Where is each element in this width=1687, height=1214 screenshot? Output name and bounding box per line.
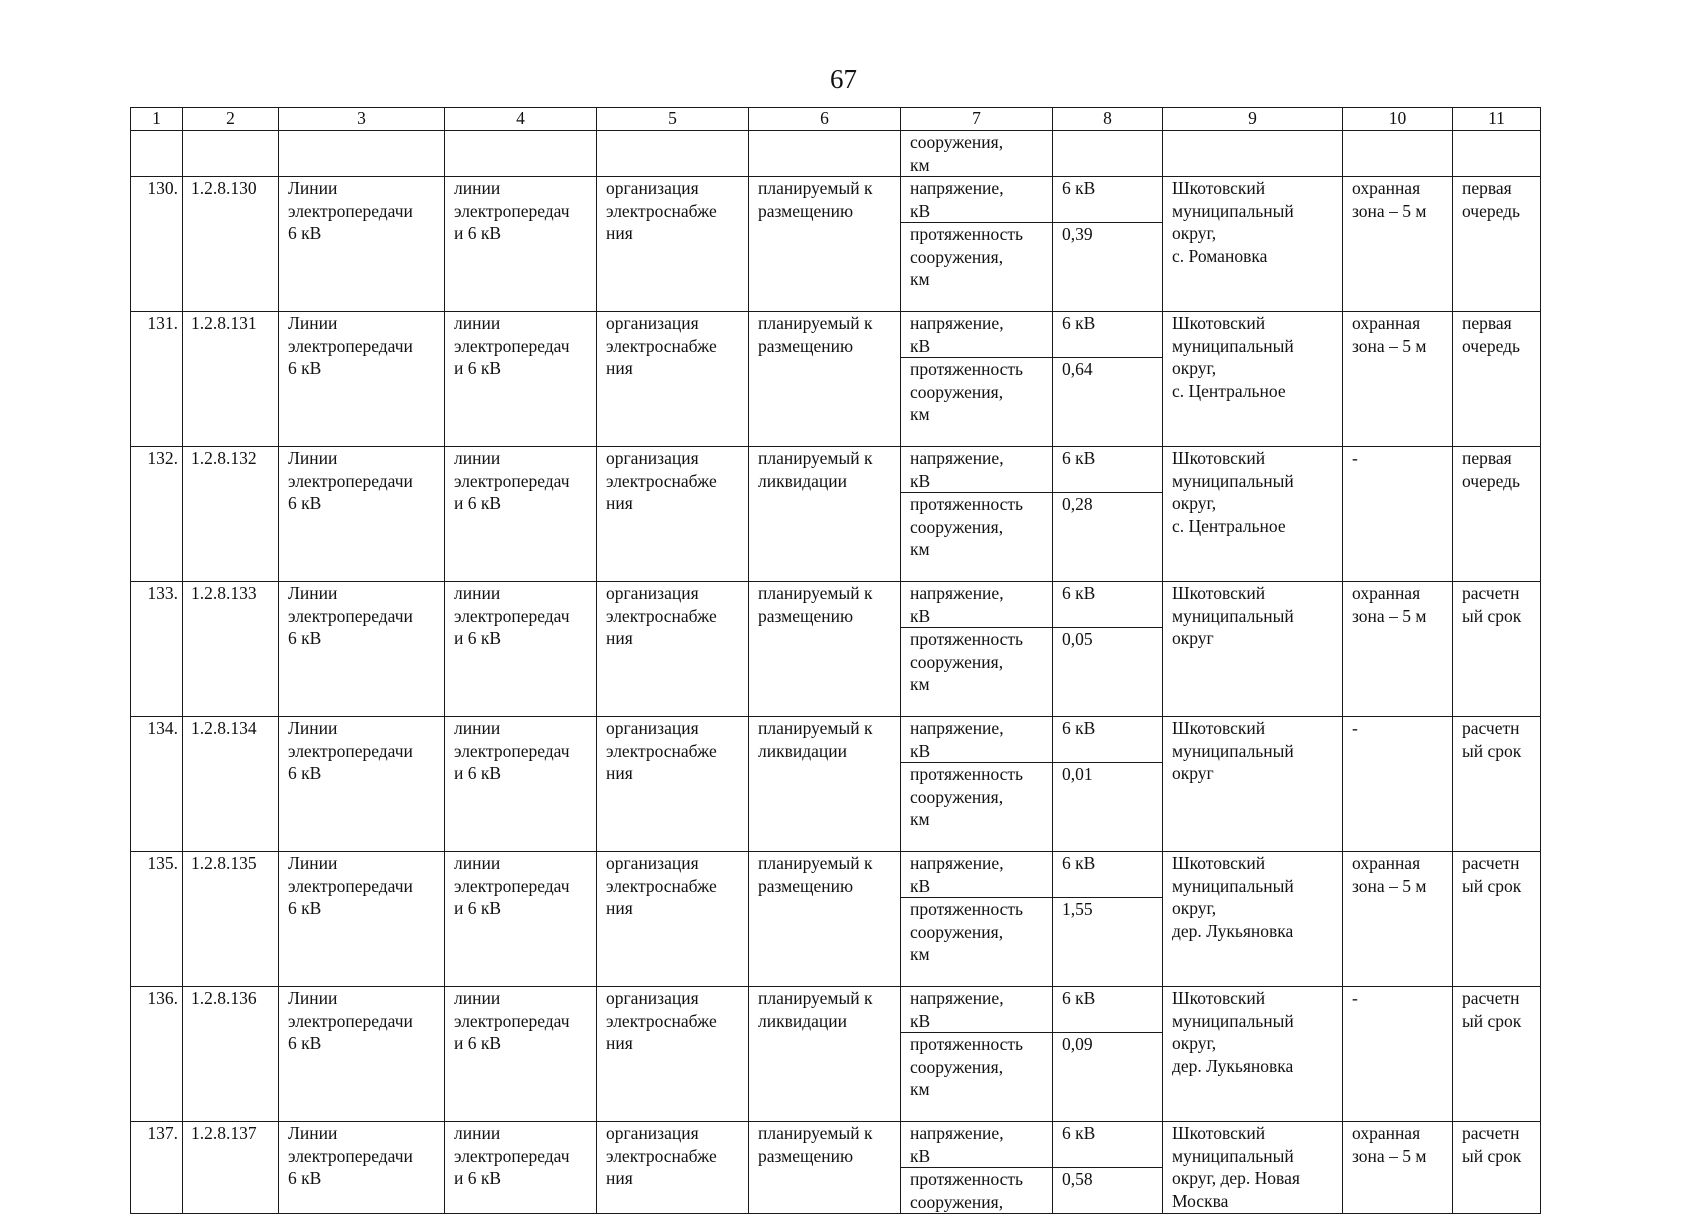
object-purpose: организация электроснабже ния [597, 987, 749, 1122]
table-row [131, 582, 1541, 628]
implementation-stage: расчетн ый срок [1453, 582, 1541, 717]
empty-cell [131, 131, 183, 177]
row-number: 135. [131, 852, 183, 987]
object-code: 1.2.8.135 [183, 852, 279, 987]
protection-zone: - [1343, 987, 1453, 1122]
row-number: 132. [131, 447, 183, 582]
column-number: 10 [1343, 108, 1453, 131]
empty-cell [597, 131, 749, 177]
voltage-label: напряжение, кВ [901, 177, 1053, 223]
object-purpose: организация электроснабже ния [597, 582, 749, 717]
registry-table [130, 107, 1541, 1214]
voltage-value: 6 кВ [1053, 987, 1163, 1033]
voltage-value: 6 кВ [1053, 852, 1163, 898]
object-status: планируемый к ликвидации [749, 447, 901, 582]
location: Шкотовский муниципальный округ, с. Центральное [1163, 447, 1343, 582]
object-status: планируемый к размещению [749, 312, 901, 447]
empty-cell [279, 131, 445, 177]
object-name: Линии электропередачи 6 кВ [279, 1122, 445, 1214]
length-label: протяженность сооружения, [901, 1168, 1053, 1214]
empty-cell [183, 131, 279, 177]
protection-zone: охранная зона – 5 м [1343, 177, 1453, 312]
column-number: 4 [445, 108, 597, 131]
voltage-label: напряжение, кВ [901, 852, 1053, 898]
table-row [131, 717, 1541, 763]
voltage-label: напряжение, кВ [901, 582, 1053, 628]
object-name: Линии электропередачи 6 кВ [279, 312, 445, 447]
voltage-label: напряжение, кВ [901, 717, 1053, 763]
table-row [131, 177, 1541, 223]
continuation-param-label: сооружения, км [901, 131, 1053, 177]
protection-zone: - [1343, 447, 1453, 582]
row-number: 136. [131, 987, 183, 1122]
object-purpose: организация электроснабже ния [597, 177, 749, 312]
object-name: Линии электропередачи 6 кВ [279, 987, 445, 1122]
location: Шкотовский муниципальный округ, дер. Лукьяновка [1163, 852, 1343, 987]
object-status: планируемый к ликвидации [749, 987, 901, 1122]
empty-cell [749, 131, 901, 177]
location: Шкотовский муниципальный округ, дер. Новая Москва [1163, 1122, 1343, 1214]
implementation-stage: первая очередь [1453, 447, 1541, 582]
implementation-stage: расчетн ый срок [1453, 717, 1541, 852]
length-value: 0,58 [1053, 1168, 1163, 1214]
length-value: 0,28 [1053, 493, 1163, 582]
length-value: 0,01 [1053, 763, 1163, 852]
object-type: линии электропередач и 6 кВ [445, 312, 597, 447]
length-label: протяженность сооружения, км [901, 223, 1053, 312]
length-label: протяженность сооружения, км [901, 493, 1053, 582]
object-purpose: организация электроснабже ния [597, 852, 749, 987]
table-row [131, 852, 1541, 898]
implementation-stage: первая очередь [1453, 312, 1541, 447]
row-number: 137. [131, 1122, 183, 1214]
object-code: 1.2.8.132 [183, 447, 279, 582]
voltage-value: 6 кВ [1053, 312, 1163, 358]
row-number: 130. [131, 177, 183, 312]
row-number: 133. [131, 582, 183, 717]
object-name: Линии электропередачи 6 кВ [279, 717, 445, 852]
voltage-label: напряжение, кВ [901, 447, 1053, 493]
protection-zone: охранная зона – 5 м [1343, 852, 1453, 987]
object-code: 1.2.8.131 [183, 312, 279, 447]
column-number: 8 [1053, 108, 1163, 131]
location: Шкотовский муниципальный округ [1163, 717, 1343, 852]
row-number: 131. [131, 312, 183, 447]
object-purpose: организация электроснабже ния [597, 447, 749, 582]
empty-cell [445, 131, 597, 177]
column-numbers-row [131, 108, 1541, 131]
object-type: линии электропередач и 6 кВ [445, 582, 597, 717]
object-type: линии электропередач и 6 кВ [445, 1122, 597, 1214]
table-row [131, 1122, 1541, 1168]
object-code: 1.2.8.137 [183, 1122, 279, 1214]
location: Шкотовский муниципальный округ, дер. Лукьяновка [1163, 987, 1343, 1122]
continuation-row [131, 131, 1541, 177]
length-label: протяженность сооружения, км [901, 1033, 1053, 1122]
voltage-value: 6 кВ [1053, 447, 1163, 493]
object-name: Линии электропередачи 6 кВ [279, 582, 445, 717]
voltage-label: напряжение, кВ [901, 312, 1053, 358]
column-number: 11 [1453, 108, 1541, 131]
object-type: линии электропередач и 6 кВ [445, 447, 597, 582]
object-code: 1.2.8.130 [183, 177, 279, 312]
object-type: линии электропередач и 6 кВ [445, 177, 597, 312]
object-purpose: организация электроснабже ния [597, 1122, 749, 1214]
location: Шкотовский муниципальный округ [1163, 582, 1343, 717]
empty-cell [1343, 131, 1453, 177]
object-type: линии электропередач и 6 кВ [445, 987, 597, 1122]
column-number: 1 [131, 108, 183, 131]
location: Шкотовский муниципальный округ, с. Центральное [1163, 312, 1343, 447]
page-number: 67 [830, 64, 857, 94]
object-type: линии электропередач и 6 кВ [445, 852, 597, 987]
object-name: Линии электропередачи 6 кВ [279, 447, 445, 582]
table-row [131, 987, 1541, 1033]
object-status: планируемый к размещению [749, 177, 901, 312]
object-status: планируемый к размещению [749, 582, 901, 717]
column-number: 9 [1163, 108, 1343, 131]
empty-cell [1453, 131, 1541, 177]
protection-zone: охранная зона – 5 м [1343, 312, 1453, 447]
table-row [131, 447, 1541, 493]
object-type: линии электропередач и 6 кВ [445, 717, 597, 852]
length-value: 0,64 [1053, 358, 1163, 447]
implementation-stage: расчетн ый срок [1453, 1122, 1541, 1214]
table-body [131, 108, 1541, 1214]
implementation-stage: первая очередь [1453, 177, 1541, 312]
implementation-stage: расчетн ый срок [1453, 852, 1541, 987]
length-value: 0,05 [1053, 628, 1163, 717]
empty-cell [1163, 131, 1343, 177]
object-code: 1.2.8.134 [183, 717, 279, 852]
protection-zone: - [1343, 717, 1453, 852]
column-number: 6 [749, 108, 901, 131]
length-label: протяженность сооружения, км [901, 358, 1053, 447]
voltage-label: напряжение, кВ [901, 987, 1053, 1033]
length-value: 1,55 [1053, 898, 1163, 987]
column-number: 3 [279, 108, 445, 131]
voltage-value: 6 кВ [1053, 177, 1163, 223]
implementation-stage: расчетн ый срок [1453, 987, 1541, 1122]
object-status: планируемый к размещению [749, 852, 901, 987]
empty-cell [1053, 131, 1163, 177]
length-label: протяженность сооружения, км [901, 628, 1053, 717]
object-name: Линии электропередачи 6 кВ [279, 852, 445, 987]
voltage-value: 6 кВ [1053, 1122, 1163, 1168]
length-label: протяженность сооружения, км [901, 898, 1053, 987]
voltage-label: напряжение, кВ [901, 1122, 1053, 1168]
length-value: 0,39 [1053, 223, 1163, 312]
object-name: Линии электропередачи 6 кВ [279, 177, 445, 312]
object-status: планируемый к ликвидации [749, 717, 901, 852]
column-number: 7 [901, 108, 1053, 131]
column-number: 5 [597, 108, 749, 131]
object-code: 1.2.8.133 [183, 582, 279, 717]
table-row [131, 312, 1541, 358]
voltage-value: 6 кВ [1053, 582, 1163, 628]
object-status: планируемый к размещению [749, 1122, 901, 1214]
protection-zone: охранная зона – 5 м [1343, 1122, 1453, 1214]
row-number: 134. [131, 717, 183, 852]
length-label: протяженность сооружения, км [901, 763, 1053, 852]
protection-zone: охранная зона – 5 м [1343, 582, 1453, 717]
object-purpose: организация электроснабже ния [597, 717, 749, 852]
length-value: 0,09 [1053, 1033, 1163, 1122]
object-code: 1.2.8.136 [183, 987, 279, 1122]
object-purpose: организация электроснабже ния [597, 312, 749, 447]
location: Шкотовский муниципальный округ, с. Романовка [1163, 177, 1343, 312]
voltage-value: 6 кВ [1053, 717, 1163, 763]
column-number: 2 [183, 108, 279, 131]
